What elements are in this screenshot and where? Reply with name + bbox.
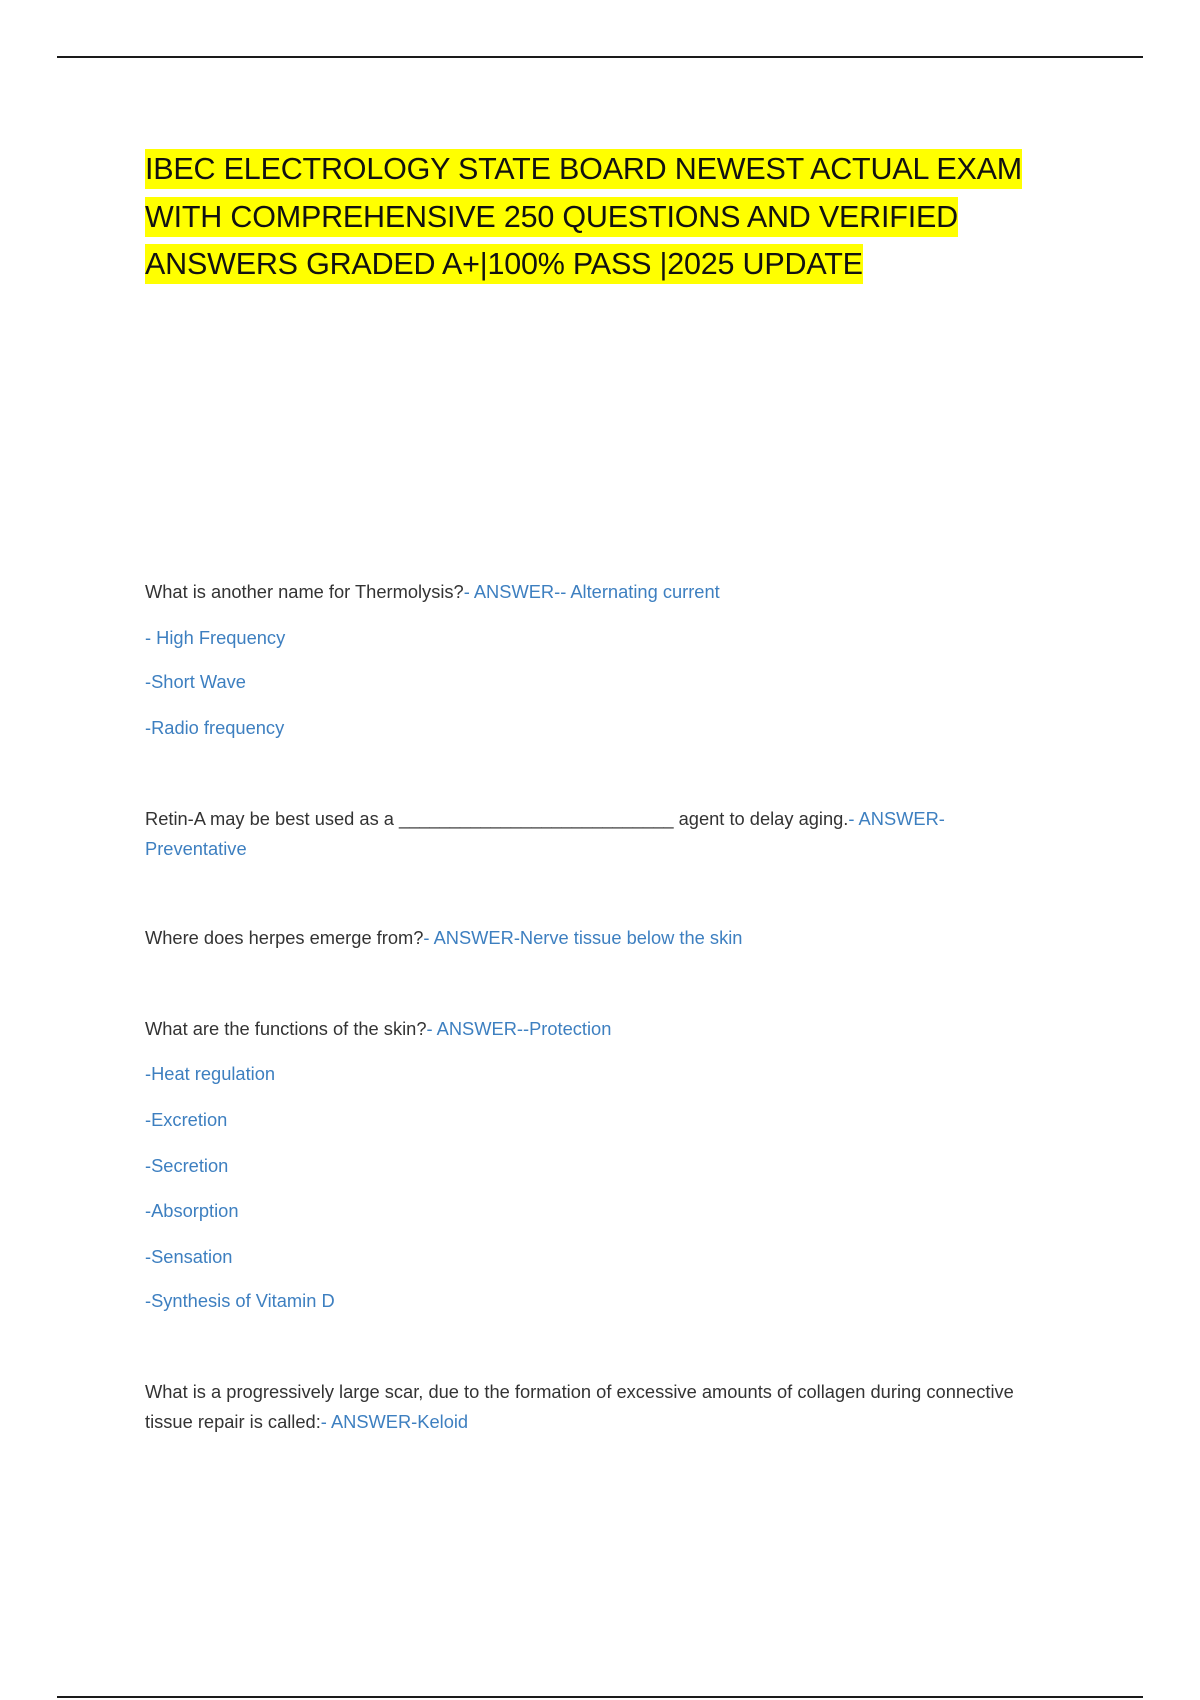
answer-option: -Secretion xyxy=(145,1155,229,1176)
answer-option: -Radio frequency xyxy=(145,717,285,738)
document-title xyxy=(145,146,1045,289)
answer-option: -Short Wave xyxy=(145,671,246,692)
question-text: What is a progressively large scar, due to the formation of excessive amounts of collagen during connective tissue repair is called: xyxy=(145,1381,1014,1432)
qa-item xyxy=(145,1377,1025,1437)
question-text: What is another name for Thermolysis? xyxy=(145,581,464,602)
question-text: Retin-A may be best used as a ___________________________ agent to delay aging. xyxy=(145,808,849,829)
qa-item xyxy=(145,804,1025,864)
question-text: What are the functions of the skin? xyxy=(145,1018,427,1039)
answer-option: -Sensation xyxy=(145,1246,233,1267)
answer-text: - ANSWER-Keloid xyxy=(320,1411,469,1432)
answer-text: - ANSWER--Protection xyxy=(426,1018,612,1039)
qa-item xyxy=(145,923,1025,953)
title-highlight: IBEC ELECTROLOGY STATE BOARD NEWEST ACTUAL EXAM WITH COMPREHENSIVE 250 QUESTIONS AND VERIFIED ANSWERS GRADED A+|100% PASS |2025 UPDATE xyxy=(145,149,1022,284)
answer-text: - ANSWER-Preventative xyxy=(145,808,945,859)
answer-option: -Synthesis of Vitamin D xyxy=(145,1290,335,1311)
footer-rule xyxy=(57,1696,1143,1698)
answer-option: - High Frequency xyxy=(145,627,286,648)
answer-option: -Heat regulation xyxy=(145,1063,276,1084)
answer-option: -Absorption xyxy=(145,1200,239,1221)
answer-text: - ANSWER-- Alternating current xyxy=(463,581,720,602)
qa-item xyxy=(145,577,1025,607)
answer-option: -Excretion xyxy=(145,1109,228,1130)
qa-item xyxy=(145,1014,1025,1044)
header-rule xyxy=(57,56,1143,58)
answer-text: - ANSWER-Nerve tissue below the skin xyxy=(423,927,743,948)
question-text: Where does herpes emerge from? xyxy=(145,927,424,948)
